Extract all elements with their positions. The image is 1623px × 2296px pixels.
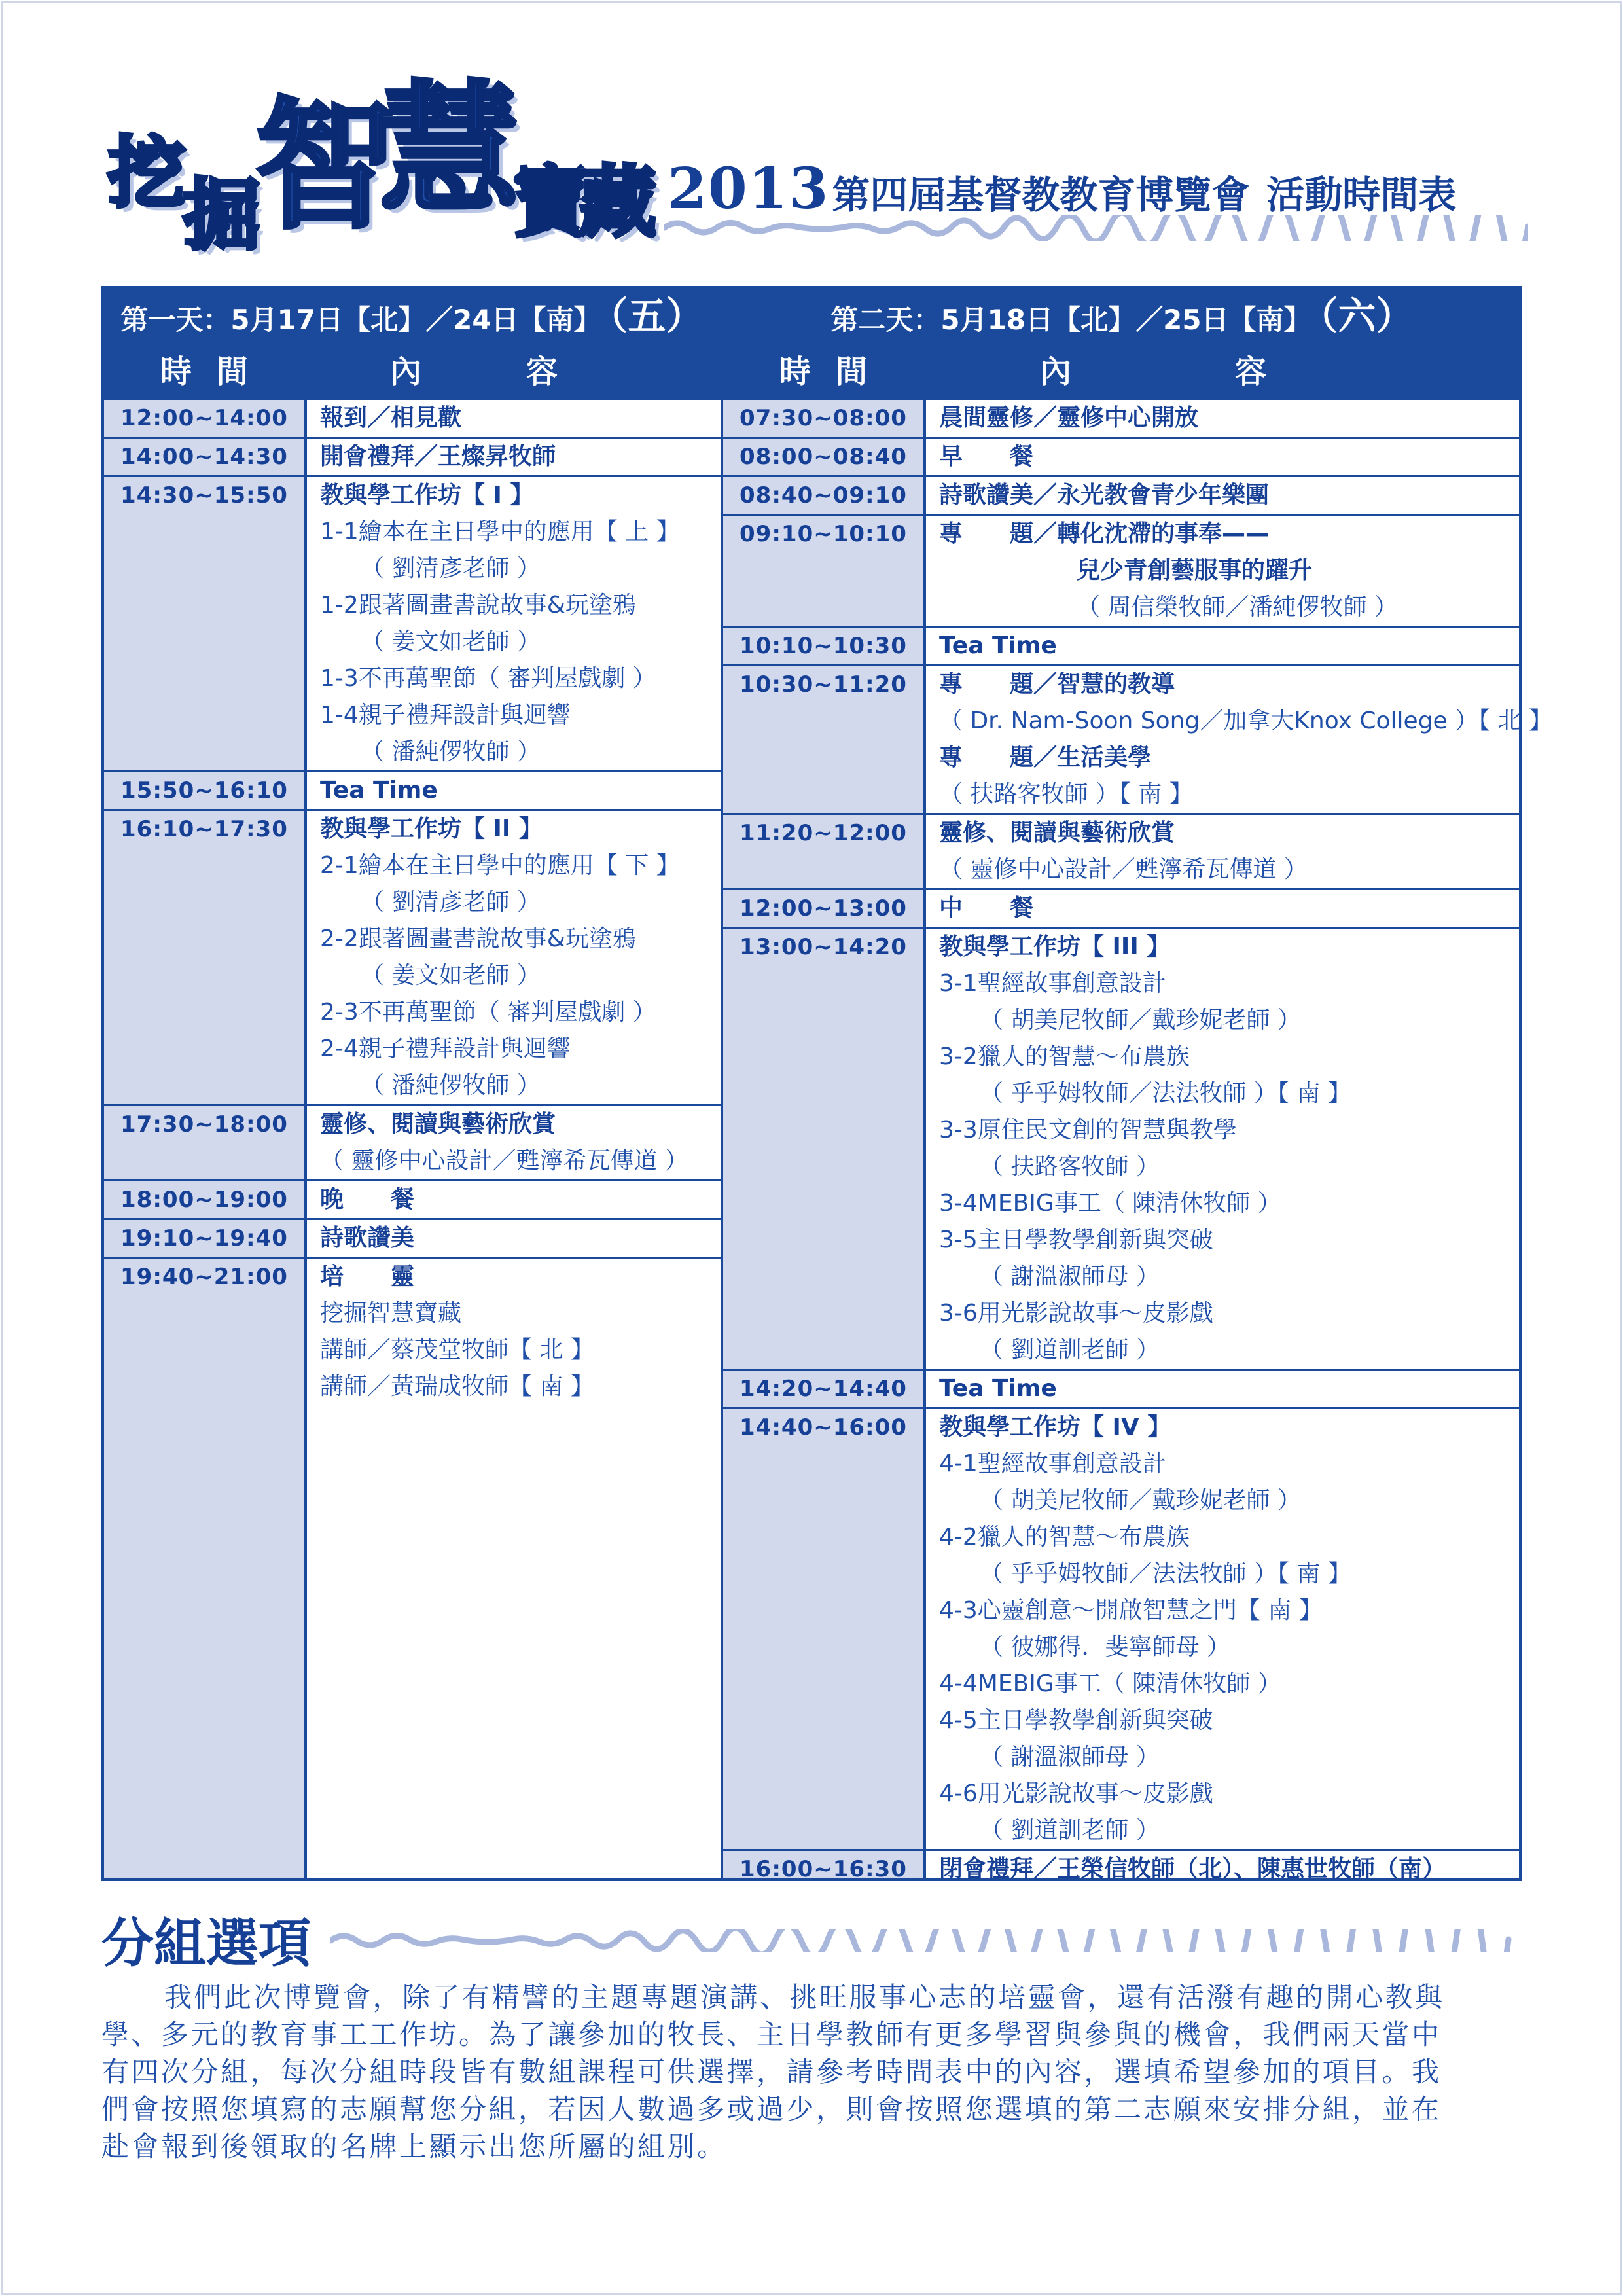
title-wave-decoration — [664, 215, 1528, 241]
content-line: （ 劉道訓老師 ） — [980, 1817, 1160, 1844]
content-line: 詩歌讚美／永光教會青少年樂團 — [939, 482, 1270, 509]
title-schedule: 活動時間表 — [1266, 173, 1457, 217]
logo-char: 智 — [255, 82, 396, 248]
content-line: （ 胡美尼牧師／戴珍妮老師 ） — [980, 1487, 1301, 1514]
content-line: 4-1聖經故事創意設計 — [939, 1450, 1166, 1477]
row-content — [926, 516, 1519, 626]
content-line: （ 劉清彥老師 ） — [361, 889, 541, 916]
content-line: （ Dr. Nam-Soon Song／加拿大Knox College ）【 北 】 — [939, 708, 1553, 734]
content-line: 晨間靈修／靈修中心開放 — [939, 404, 1199, 431]
content-line: 靈修、閱讀與藝術欣賞 — [320, 1111, 556, 1138]
content-line: 教與學工作坊【 III 】 — [939, 933, 1171, 960]
section-title: 分組選項 — [101, 1913, 311, 1974]
row-content — [307, 1259, 721, 1405]
logo-char: 挖 — [108, 127, 186, 218]
row-time: 15:50~16:10 — [120, 778, 288, 804]
content-line: 教與學工作坊【 I 】 — [320, 482, 534, 509]
day2-header — [723, 286, 1522, 341]
row-content — [926, 1409, 1519, 1849]
day1-label: 第一天：5月17日【北】／24日【南】 — [120, 304, 601, 336]
content-line: （ 謝溫淑師母 ） — [980, 1263, 1160, 1290]
content-line: 教與學工作坊【 IV 】 — [939, 1414, 1171, 1441]
row-time: 11:20~12:00 — [740, 820, 907, 846]
schedule-row — [104, 475, 721, 770]
event-logo — [108, 65, 658, 275]
content-line: 開會禮拜／王燦昇牧師 — [320, 443, 556, 470]
schedule-row — [723, 1849, 1519, 1888]
schedule-row — [723, 664, 1553, 813]
row-time: 13:00~14:20 — [740, 934, 907, 960]
title-year: 2013 — [668, 156, 830, 222]
content-line: Tea Time — [939, 632, 1057, 659]
day1-column-headers — [104, 344, 721, 400]
grouping-paragraph — [101, 1979, 1522, 2165]
content-line: 兒少青創藝服事的躍升 — [1077, 557, 1313, 584]
content-line: （ 靈修中心設計／甦濘希瓦傳道 ） — [320, 1147, 688, 1174]
content-line: 3-3原住民文創的智慧與教學 — [939, 1117, 1237, 1143]
row-content — [307, 400, 721, 437]
paragraph-line: 有四次分組，每次分組時段皆有數組課程可供選擇，請參考時間表中的內容，選填希望參加的項目。我 — [101, 2056, 1442, 2088]
schedule-row — [723, 813, 1519, 888]
row-time: 10:30~11:20 — [740, 672, 907, 698]
row-content — [926, 815, 1519, 888]
page-title — [668, 156, 1456, 222]
content-line: Tea Time — [320, 777, 438, 804]
schedule-row — [104, 1104, 721, 1179]
content-line: 1-4親子禮拜設計與迴響 — [320, 702, 571, 728]
content-line: 教與學工作坊【 II 】 — [320, 816, 543, 842]
content-line: 2-2跟著圖畫書說故事&玩塗鴉 — [320, 925, 636, 952]
content-line: 詩歌讚美 — [320, 1225, 415, 1251]
content-line: 靈修、閱讀與藝術欣賞 — [939, 819, 1175, 846]
schedule-row — [104, 1257, 721, 1405]
row-time: 18:00~19:00 — [120, 1187, 288, 1213]
row-content — [307, 439, 721, 475]
row-time: 10:10~10:30 — [740, 633, 907, 659]
schedule-row — [723, 514, 1519, 626]
row-content — [307, 1220, 721, 1257]
content-line: （ 靈修中心設計／甦濘希瓦傳道 ） — [939, 856, 1308, 883]
content-line: （ 劉清彥老師 ） — [361, 555, 541, 582]
day2-weekday: （六） — [1319, 294, 1414, 338]
schedule-row — [104, 770, 721, 809]
schedule-row — [723, 400, 1519, 437]
logo-char: 藏 — [579, 156, 657, 247]
content-line: 4-2獵人的智慧～布農族 — [939, 1524, 1190, 1551]
content-line: （ 潘純㑩牧師 ） — [361, 1072, 541, 1099]
row-content — [926, 477, 1519, 514]
content-line: （ 謝溫淑師母 ） — [980, 1744, 1160, 1770]
row-time: 14:30~15:50 — [120, 482, 288, 509]
row-content — [926, 439, 1519, 475]
content-line: 挖掘智慧寶藏 — [320, 1300, 462, 1327]
row-content — [926, 890, 1519, 927]
content-line: 2-3不再萬聖節（ 審判屋戲劇 ） — [320, 999, 656, 1026]
paragraph-line: 學、多元的教育事工工作坊。為了讓參加的牧長、主日學教師有更多學習與參與的機會，我們兩天當中 — [101, 2018, 1442, 2051]
row-content — [926, 666, 1553, 813]
content-line: （ 周信榮牧師／潘純㑩牧師 ） — [1077, 594, 1398, 620]
content-line: 4-6用光影說故事～皮影戲 — [939, 1780, 1213, 1807]
content-line: （ 姜文如老師 ） — [361, 628, 541, 655]
row-content — [926, 400, 1519, 437]
row-time: 19:10~19:40 — [120, 1225, 288, 1251]
content-line: 專 題／智慧的教導 — [939, 671, 1175, 698]
logo-char: 寶 — [512, 156, 590, 247]
row-time: 12:00~13:00 — [740, 895, 907, 922]
schedule-row — [104, 437, 721, 475]
paragraph-line: 我們此次博覽會，除了有精譬的主題專題演講、挑旺服事心志的培靈會，還有活潑有趣的開心教與 — [164, 1981, 1445, 2013]
row-time: 17:30~18:00 — [120, 1111, 288, 1138]
row-content — [307, 811, 721, 1104]
content-line: 中 餐 — [939, 895, 1034, 922]
schedule-row — [723, 626, 1519, 664]
content-line: 1-1繪本在主日學中的應用【 上 】 — [320, 518, 680, 545]
schedule-row — [104, 400, 721, 437]
time-column-header: 時間 — [160, 353, 273, 390]
day2-column — [723, 341, 1553, 1882]
content-line: 3-1聖經故事創意設計 — [939, 970, 1166, 997]
content-line: 1-2跟著圖畫書說故事&玩塗鴉 — [320, 592, 636, 619]
content-line: 2-1繪本在主日學中的應用【 下 】 — [320, 852, 680, 879]
row-time: 14:40~16:00 — [740, 1414, 907, 1441]
day1-header — [101, 286, 723, 341]
row-time: 16:10~17:30 — [120, 816, 288, 842]
day1-column — [101, 341, 723, 1881]
content-line: 早 餐 — [939, 443, 1034, 470]
schedule-row — [723, 1407, 1519, 1849]
paragraph-line: 赴會報到後領取的名牌上顯示出您所屬的組別。 — [101, 2130, 727, 2162]
content-column-header: 內容 — [389, 353, 662, 390]
content-line: 培 靈 — [320, 1263, 415, 1290]
content-line: 閉會禮拜／王榮信牧師（北）、陳惠世牧師（南） — [939, 1856, 1446, 1882]
day2-label: 第二天：5月18日【北】／25日【南】 — [830, 304, 1311, 336]
row-content — [926, 628, 1519, 664]
content-line: （ 姜文如老師 ） — [361, 962, 541, 989]
schedule-row — [723, 1369, 1519, 1407]
content-line: （ 劉道訓老師 ） — [980, 1336, 1160, 1363]
content-line: Tea Time — [939, 1375, 1057, 1402]
content-line: 4-3心靈創意～開啟智慧之門【 南 】 — [939, 1597, 1323, 1624]
logo-char: 慧 — [380, 66, 520, 232]
content-line: 專 題／生活美學 — [939, 744, 1152, 771]
row-content — [307, 1106, 721, 1179]
content-line: 2-4親子禮拜設計與迴響 — [320, 1035, 571, 1062]
content-line: 3-5主日學教學創新與突破 — [939, 1227, 1213, 1253]
content-line: （ 乎乎姆牧師／法法牧師 ）【 南 】 — [980, 1080, 1351, 1107]
schedule-row — [723, 888, 1519, 927]
row-time: 09:10~10:10 — [740, 521, 907, 547]
content-line: （ 扶路客牧師 ） — [980, 1153, 1160, 1180]
row-content — [307, 772, 721, 809]
content-line: 1-3不再萬聖節（ 審判屋戲劇 ） — [320, 665, 656, 692]
content-line: 專 題／轉化沈滯的事奉—— — [939, 520, 1270, 547]
paragraph-line: 們會按照您填寫的志願幫您分組，若因人數過多或過少，則會按照您選填的第二志願來安排分組，並在 — [101, 2093, 1442, 2125]
row-time: 08:00~08:40 — [740, 444, 907, 470]
row-content — [926, 1851, 1519, 1888]
schedule-row — [723, 437, 1519, 475]
content-line: 4-4MEBIG事工（ 陳清休牧師 ） — [939, 1670, 1281, 1697]
row-time: 14:20~14:40 — [740, 1376, 907, 1402]
schedule-row — [723, 927, 1519, 1369]
logo-char: 掘 — [183, 170, 261, 260]
row-time: 07:30~08:00 — [740, 405, 907, 431]
section-wave-decoration — [330, 1929, 1522, 1952]
row-content — [307, 477, 721, 770]
content-line: （ 扶路客牧師 ）【 南 】 — [939, 781, 1193, 808]
row-content — [307, 1181, 721, 1218]
schedule-row — [104, 1218, 721, 1257]
schedule-row — [723, 475, 1519, 514]
schedule-row — [104, 809, 721, 1104]
content-line: （ 乎乎姆牧師／法法牧師 ）【 南 】 — [980, 1560, 1351, 1587]
row-time: 08:40~09:10 — [740, 482, 907, 509]
day1-weekday: （五） — [609, 294, 704, 338]
time-column-header: 時間 — [779, 353, 892, 390]
content-line: 晚 餐 — [320, 1186, 415, 1213]
content-line: 報到／相見歡 — [320, 404, 462, 431]
row-time: 19:40~21:00 — [120, 1264, 288, 1290]
day2-column-headers — [723, 344, 1519, 400]
content-line: （ 潘純㑩牧師 ） — [361, 738, 541, 765]
content-line: 講師／黃瑞成牧師【 南 】 — [320, 1373, 594, 1400]
schedule-row — [104, 1179, 721, 1218]
row-content — [926, 929, 1519, 1369]
schedule-table — [101, 286, 1553, 1882]
content-line: 3-4MEBIG事工（ 陳清休牧師 ） — [939, 1190, 1281, 1217]
row-time: 16:00~16:30 — [740, 1856, 907, 1882]
content-column-header: 內容 — [1039, 353, 1430, 390]
content-line: 3-2獵人的智慧～布農族 — [939, 1043, 1190, 1070]
content-line: 4-5主日學教學創新與突破 — [939, 1707, 1213, 1734]
content-line: 講師／蔡茂堂牧師【 北 】 — [320, 1336, 594, 1363]
content-line: （ 彼娜得．斐寧師母 ） — [980, 1634, 1230, 1660]
content-line: （ 胡美尼牧師／戴珍妮老師 ） — [980, 1007, 1301, 1033]
row-time: 14:00~14:30 — [120, 444, 288, 470]
content-line: 3-6用光影說故事～皮影戲 — [939, 1300, 1213, 1327]
row-content — [926, 1371, 1519, 1407]
title-event: 第四屆基督教教育博覽會 — [832, 173, 1250, 217]
row-time: 12:00~14:00 — [120, 405, 288, 431]
